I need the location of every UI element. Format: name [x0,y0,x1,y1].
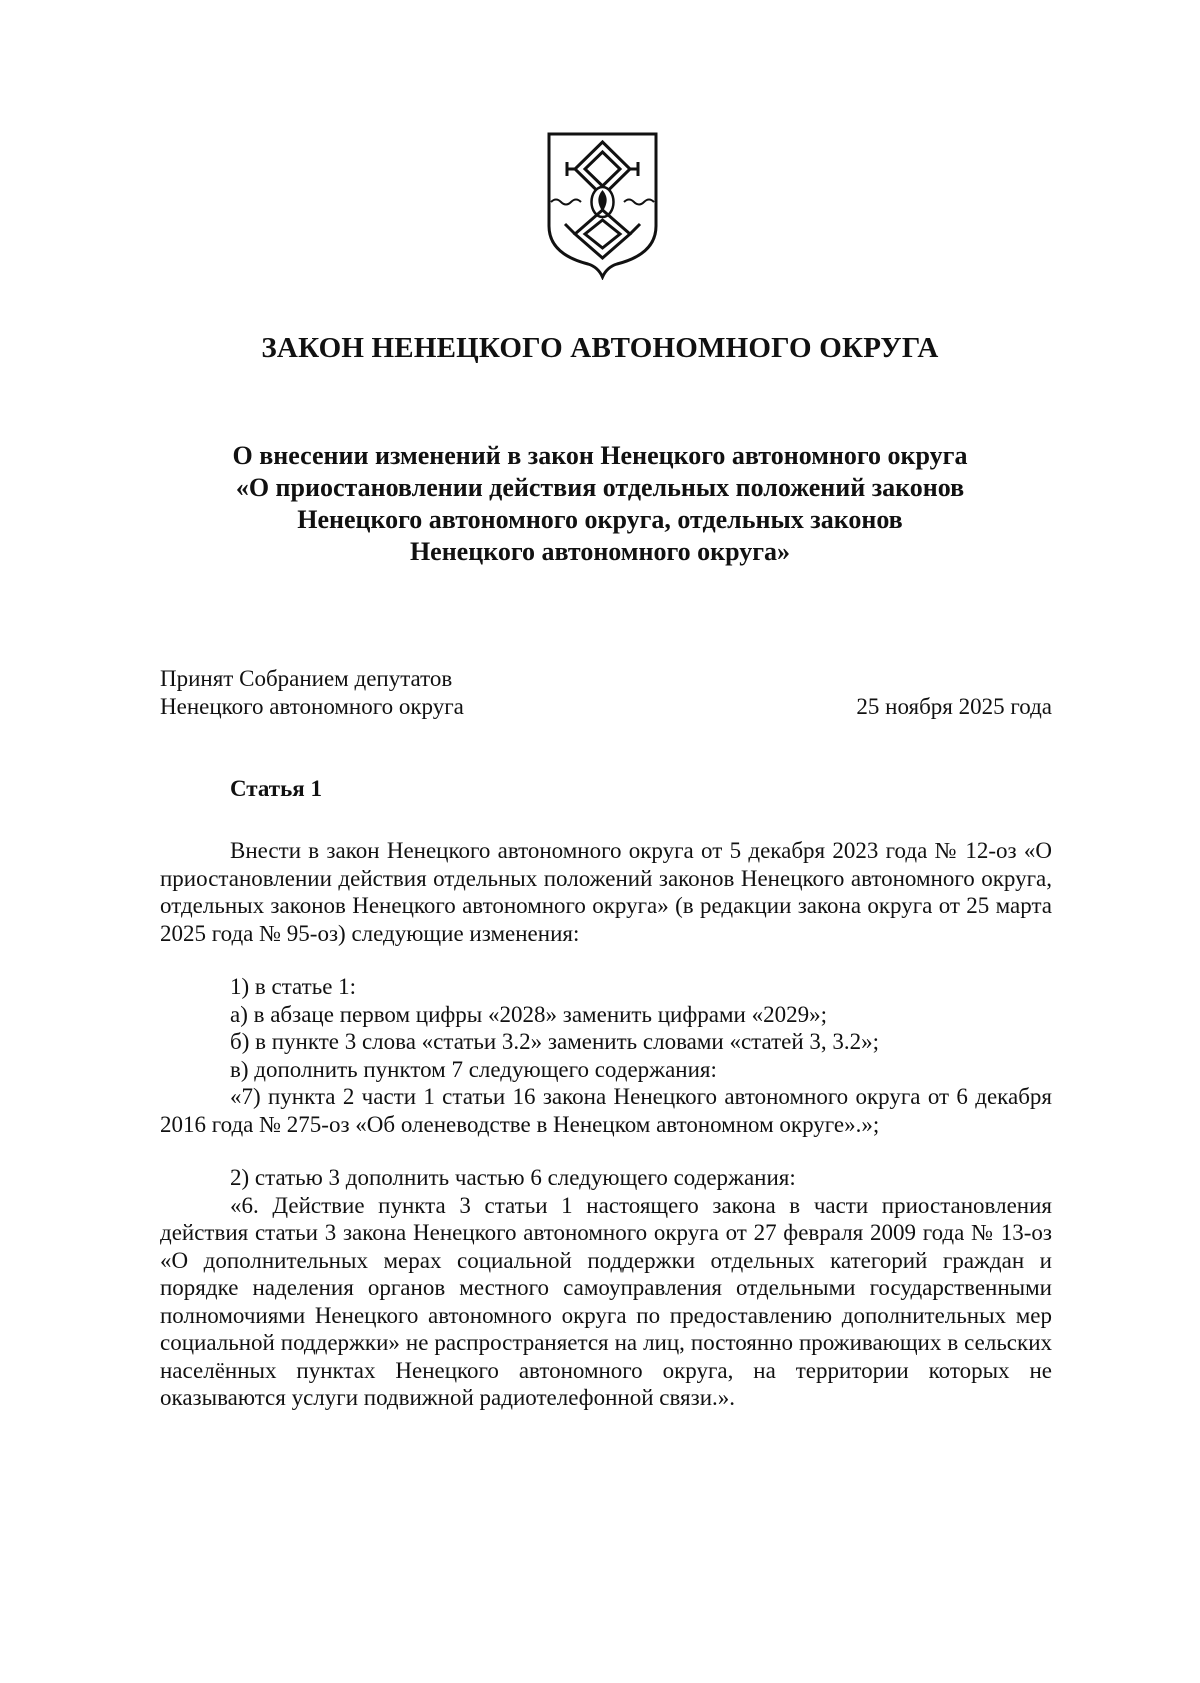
article-body [160,837,1052,1412]
item1-quote: «7) пункта 2 части 1 статьи 16 закона Ненецкого автономного округа от 6 декабря 2016 года № 275-оз «Об оленеводстве в Ненецком автономном округе».»; [160,1084,1052,1137]
item2-quote: «6. Действие пункта 3 статьи 1 настоящего закона в части приостановления действия статьи 3 закона Ненецкого автономного округа от 27 февраля 2009 года № 13-оз «О дополнительных мерах социальной поддержки отдельных категорий граждан и порядке наделения органов местного самоуправления отдельными государственными полномочиями Ненецкого автономного округа по предоставлению дополнительных мер социальной поддержки» не распространяется на лиц, постоянно проживающих в сельских населённых пунктах Ненецкого автономного округа, на территории которых не оказываются услуги подвижной радиотелефонной связи.». [160,1192,1052,1410]
law-subject-line: Ненецкого автономного округа, отдельных законов [297,505,903,534]
law-subject [160,440,1040,568]
item2-lead: 2) статью 3 дополнить частью 6 следующего содержания: [230,1165,796,1190]
law-subject-line: Ненецкого автономного округа» [409,537,791,566]
adoption-date: 25 ноября 2025 года [856,694,1052,719]
item1-subitem-b: б) в пункте 3 слова «статьи 3.2» заменить словами «статей 3, 3.2»; [230,1029,880,1054]
article-intro: Внести в закон Ненецкого автономного округа от 5 декабря 2023 года № 12-оз «О приостановлении действия отдельных положений законов Ненецкого автономного округа, отдельных законов Ненецкого автономного округа» (в редакции закона округа от 25 марта 2025 года № 95-оз) следующие изменения: [160,838,1052,946]
adopted-by-line2: Ненецкого автономного округа [160,694,464,719]
article-heading: Статья 1 [230,776,322,801]
item1-subitem-a: а) в абзаце первом цифры «2028» заменить цифрами «2029»; [230,1001,827,1027]
law-subject-line: О внесении изменений в закон Ненецкого автономного округа [232,441,968,470]
law-title: ЗАКОН НЕНЕЦКОГО АВТОНОМНОГО ОКРУГА [261,332,939,364]
item1-lead: 1) в статье 1: [230,974,357,999]
item1-subitem-c: в) дополнить пунктом 7 следующего содержания: [230,1056,717,1082]
coat-of-arms-emblem [545,130,660,280]
adopted-by-line1: Принят Собранием депутатов [160,666,453,691]
law-subject-line: «О приостановлении действия отдельных положений законов [235,473,965,502]
coat-of-arms-icon [545,130,660,280]
adoption-block [160,665,1052,721]
